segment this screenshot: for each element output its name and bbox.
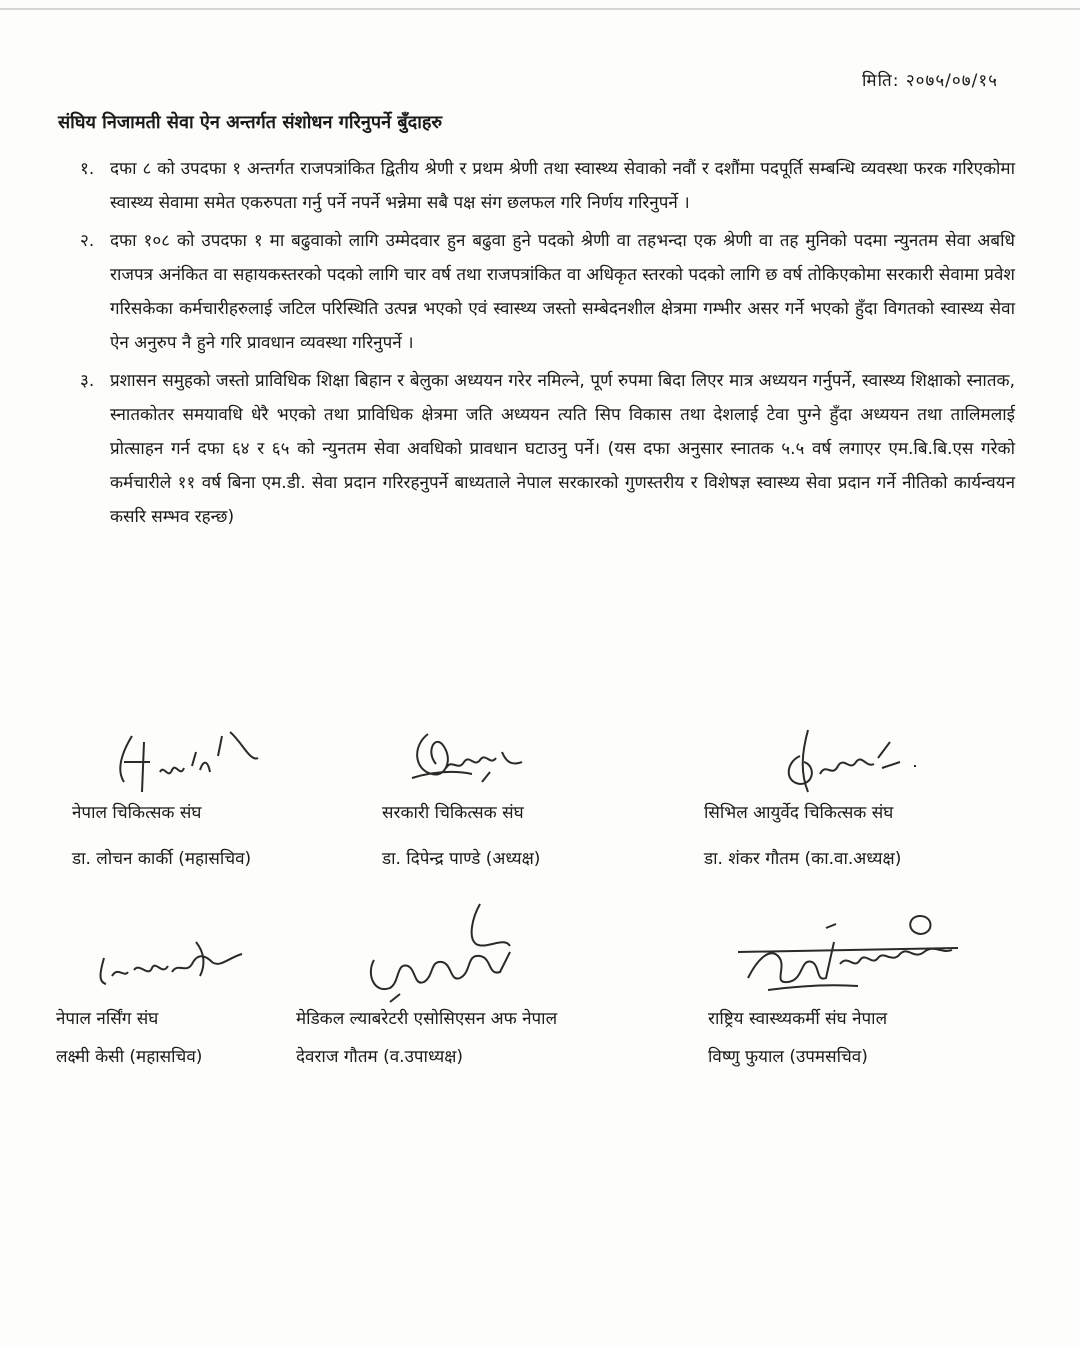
signatory-name: देवराज गौतम (व.उपाध्यक्ष): [296, 1047, 464, 1067]
point-item: [80, 152, 1015, 220]
point-text: दफा १०८ को उपदफा १ मा बढुवाको लागि उम्मेदवार हुन बढुवा हुने पदको श्रेणी वा तहभन्दा एक श्रेणी वा तह मुनिको पदमा न्युनतम सेवा अबधि राजपत्र अनंकित वा सहायकस्तरको पदको लागि चार वर्ष तथा राजपत्रांकित वा अधिकृत स्तरको पदको लागि छ वर्ष तोकिएकोमा सरकारी सेवामा प्रवेश गरिसकेका कर्मचारीहरुलाई जटिल परिस्थिति उत्पन्न भएको एवं स्वास्थ्य जस्तो सम्बेदनशील क्षेत्रमा गम्भीर असर गर्ने भएको हुँदा विगतको स्वास्थ्य सेवा ऐन अनुरुप नै हुने गरि प्रावधान व्यवस्था गरिनुपर्ने ।: [110, 231, 1015, 353]
signatory-org: सरकारी चिकित्सक संघ: [382, 803, 524, 823]
document-date: मिति: २०७५/०७/१५: [862, 71, 998, 91]
signatory-name: डा. दिपेन्द्र पाण्डे (अध्यक्ष): [382, 849, 541, 869]
point-item: [80, 224, 1015, 360]
signatory-government-doctors-association: [382, 722, 712, 872]
points-list: [80, 152, 1015, 538]
signatory-medical-laboratory-association: [296, 902, 676, 1070]
signatory-name: डा. शंकर गौतम (का.वा.अध्यक्ष): [704, 849, 902, 869]
signature-image: [296, 902, 556, 1006]
signatory-name: डा. लोचन कार्की (महासचिव): [72, 849, 252, 869]
point-text: दफा ८ को उपदफा १ अन्तर्गत राजपत्रांकित द्वितीय श्रेणी र प्रथम श्रेणी तथा स्वास्थ्य सेवाको नवौं र दशौंमा पदपूर्ति सम्बन्धि व्यवस्था फरक गरिएकोमा स्वास्थ्य सेवामा समेत एकरुपता गर्नु पर्ने नपर्ने भन्नेमा सबै पक्ष संग छलफल गरि निर्णय गरिनुपर्ने ।: [110, 159, 1015, 213]
signatory-name: विष्णु फुयाल (उपमसचिव): [708, 1047, 868, 1067]
signature-image: [72, 722, 272, 800]
signature-image: [708, 902, 978, 1006]
signatory-org: राष्ट्रिय स्वास्थ्यकर्मी संघ नेपाल: [708, 1009, 888, 1029]
signatory-national-health-workers-association: [708, 902, 1038, 1070]
point-number: ३.: [80, 371, 95, 391]
signatory-org: मेडिकल ल्याबरेटरी एसोसिएसन अफ नेपाल: [296, 1009, 558, 1029]
signature-image: [56, 902, 276, 1006]
document-heading: संघिय निजामती सेवा ऐन अन्तर्गत संशोधन गरिनुपर्ने बुँदाहरु: [58, 112, 443, 133]
signatory-org: नेपाल चिकित्सक संघ: [72, 803, 202, 823]
signatory-civil-ayurveda-doctors-association: [704, 722, 1034, 872]
signature-image: [382, 722, 582, 800]
page-edge-line: [0, 8, 1080, 10]
point-number: १.: [80, 159, 95, 179]
point-number: २.: [80, 231, 95, 251]
signatory-org: नेपाल नर्सिंग संघ: [56, 1009, 159, 1029]
signatory-nepal-medical-association: [72, 722, 402, 872]
point-item: [80, 364, 1015, 534]
signatory-name: लक्ष्मी केसी (महासचिव): [56, 1047, 203, 1067]
signature-image: [704, 722, 934, 800]
point-text: प्रशासन समुहको जस्तो प्राविधिक शिक्षा बिहान र बेलुका अध्ययन गरेर नमिल्ने, पूर्ण रुपमा बिदा लिएर मात्र अध्ययन गर्नुपर्ने, स्वास्थ्य शिक्षाको स्नातक, स्नातकोतर समयावधि धेरै भएको तथा प्राविधिक क्षेत्रमा जति अध्ययन त्यति सिप विकास तथा देशलाई टेवा पुग्ने हुँदा अध्ययन तथा तालिमलाई प्रोत्साहन गर्न दफा ६४ र ६५ को न्युनतम सेवा अवधिको प्रावधान घटाउनु पर्ने। (यस दफा अनुसार स्नातक ५.५ वर्ष लगाएर एम.बि.बि.एस गरेको कर्मचारीले ११ वर्ष बिना एम.डी. सेवा प्रदान गरिरहनुपर्ने बाध्यताले नेपाल सरकारको गुणस्तरीय र विशेषज्ञ स्वास्थ्य सेवा प्रदान गर्ने नीतिको कार्यन्वयन कसरि सम्भव रहन्छ): [110, 371, 1015, 527]
signatory-org: सिभिल आयुर्वेद चिकित्सक संघ: [704, 803, 894, 823]
